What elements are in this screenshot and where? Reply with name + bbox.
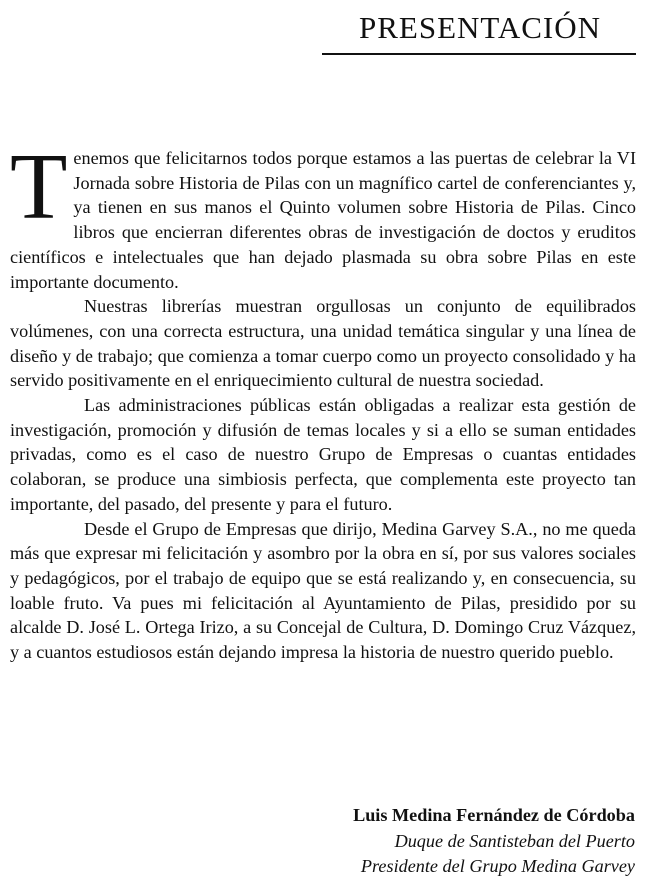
signatory-title-2: Presidente del Grupo Medina Garvey [360, 856, 635, 876]
paragraph-2: Nuestras librerías muestran orgullosas un conjunto de equilibrados volúmenes, con una correcta estructura, una unidad temática singular y una línea de diseño y de trabajo; que comienza a tomar cuerpo como un proyecto consolidado y ha servido positivamente en el enriquecimiento cultural de nuestra sociedad. [10, 296, 636, 391]
signatory-title-1: Duque de Santisteban del Puerto [394, 830, 635, 851]
letter-body [10, 135, 636, 665]
drop-cap: T [10, 135, 68, 239]
title-underline [322, 53, 636, 55]
paragraph-1 [10, 135, 636, 294]
signatory-name: Luis Medina Fernández de Córdoba [353, 805, 635, 825]
paragraph-3: Las administraciones públicas están obligadas a realizar esta gestión de investigación, promoción y difusión de temas locales y si a ello se suman entidades privadas, como es el caso de nuestro Grupo de Empresas o cuantas entidades colaboran, se produce una simbiosis perfecta, que complementa este proyecto tan importante, del pasado, del presente y para el futuro. [10, 395, 636, 514]
page-title: PRESENTACIÓN [358, 10, 602, 45]
paragraph-1-text: enemos que felicitarnos todos porque estamos a las puertas de celebrar la VI Jornada sobre Historia de Pilas con un magnífico cartel de conferenciantes y, ya tienen en sus manos el Quinto volumen sobre Historia de Pilas. Cinco libros que encierran diferentes obras de investigación de doctos y eruditos científicos e intelectuales que han dejado plasmada su obra sobre Pilas en este importante documento. [10, 148, 636, 292]
signature-block [353, 803, 635, 880]
paragraph-4: Desde el Grupo de Empresas que dirijo, Medina Garvey S.A., no me queda más que expresar mi felicitación y asombro por la obra en sí, por sus valores sociales y pedagógicos, por el trabajo de equipo que se está realizando y, en consecuencia, su loable fruto. Va pues mi felicitación al Ayuntamiento de Pilas, presidido por su alcalde D. José L. Ortega Irizo, a su Concejal de Cultura, D. Domingo Cruz Vázquez, y a cuantos estudiosos están dejando impresa la historia de nuestro querido pueblo. [10, 518, 636, 663]
